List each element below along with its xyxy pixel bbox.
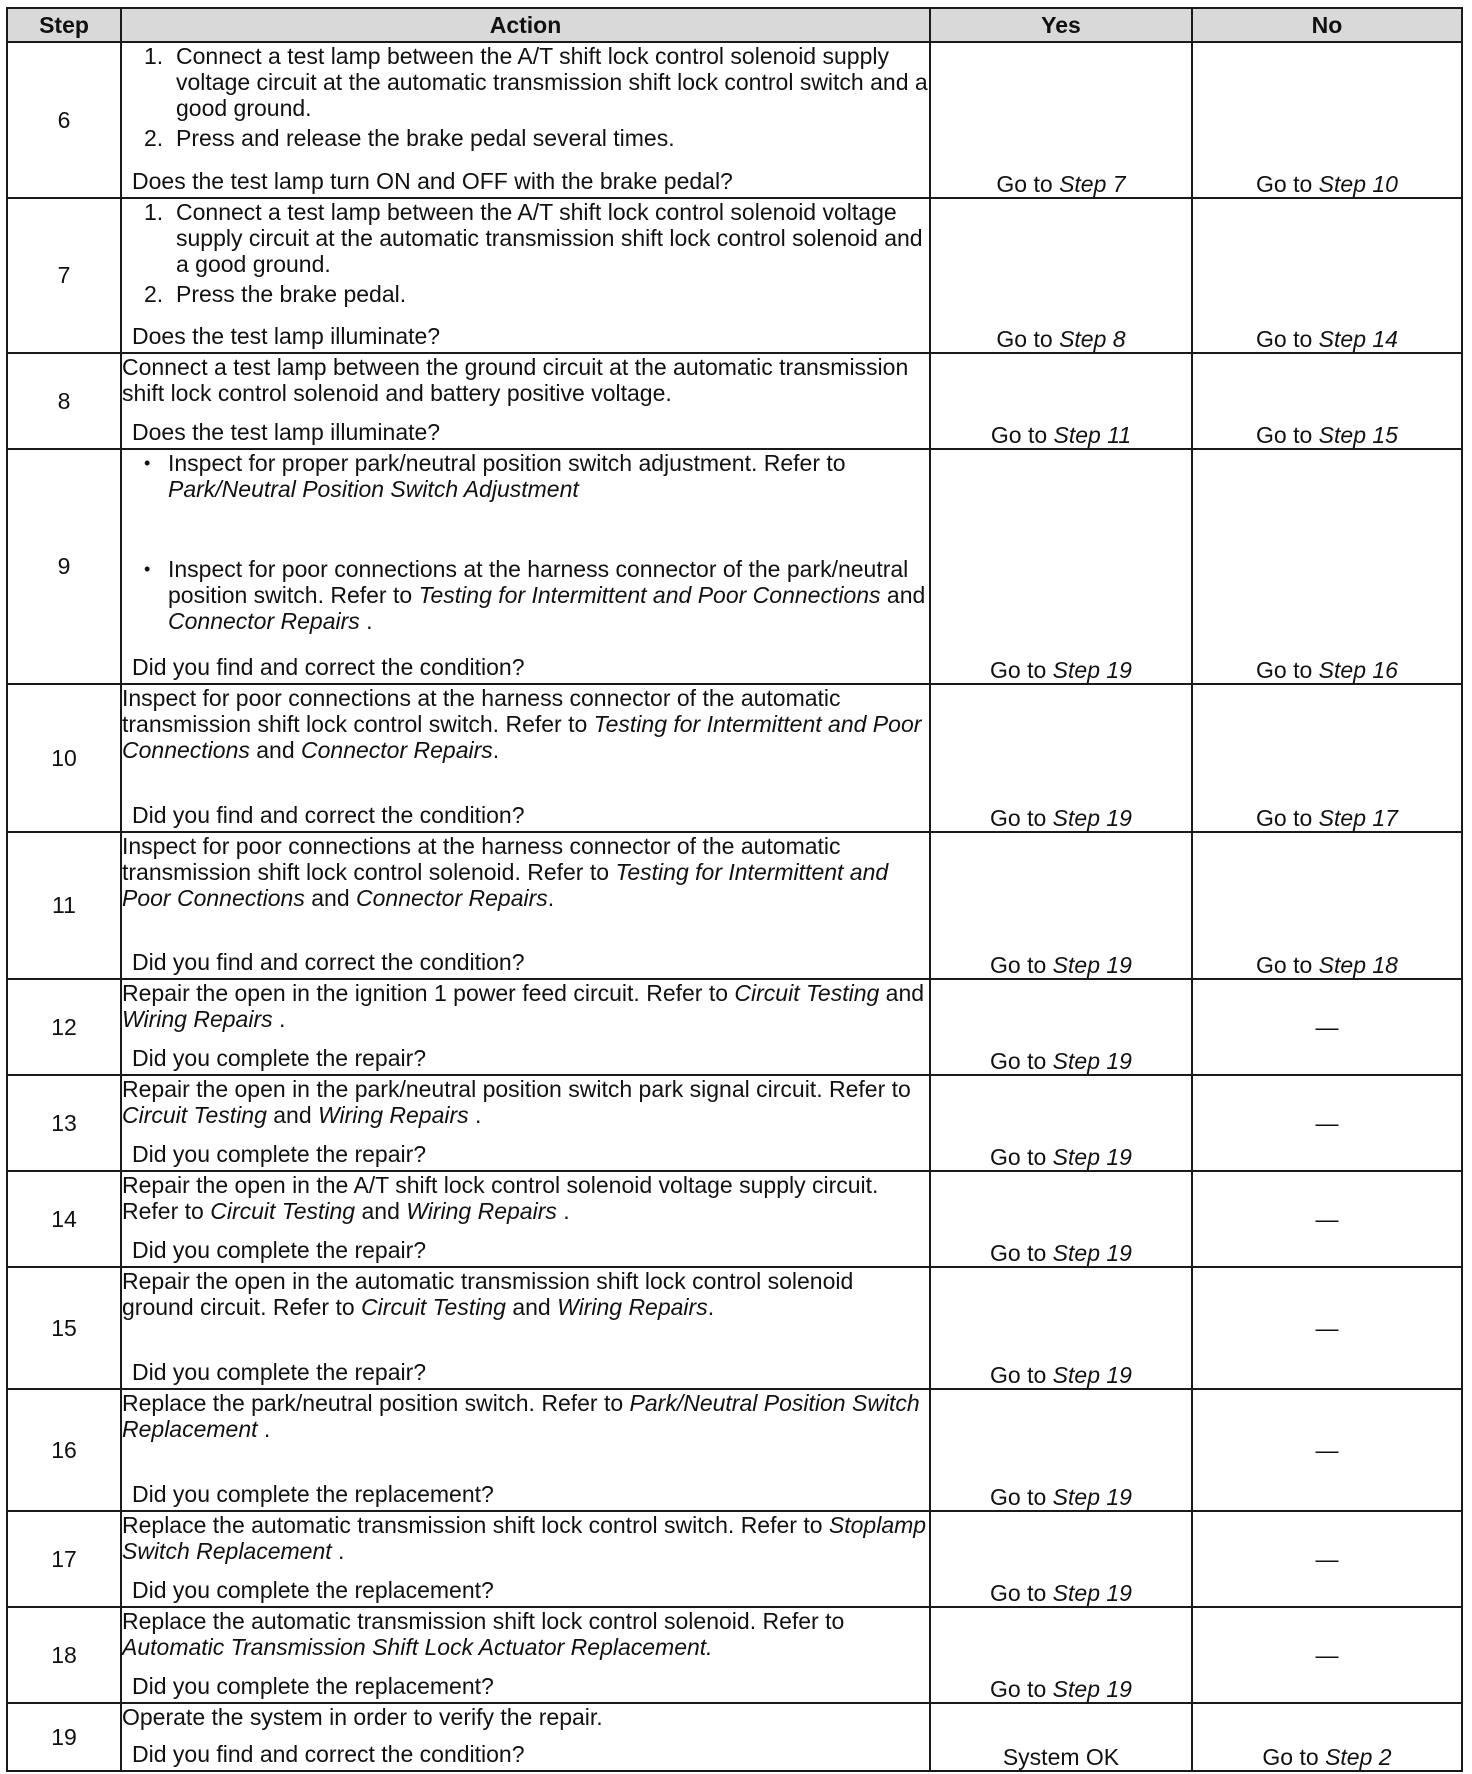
reference-text: Park/Neutral Position Switch Replacement [122,1390,920,1442]
no-column-header: No [1192,8,1462,42]
go-to-text: Go to [1256,805,1319,831]
action-text: Inspect for poor connections at the harness connector of the automatic transmission shift lock control solenoid. Refer to [122,833,841,885]
question-text: Did you complete the repair? [132,1045,427,1071]
step-number: 11 [7,832,121,979]
step-number: 13 [7,1075,121,1171]
action-text: . [331,1538,345,1564]
instruction-paragraph [122,1608,929,1660]
go-to-text: Go to [990,1048,1053,1074]
question-text: Did you complete the replacement? [132,1577,494,1603]
action-cell [121,449,930,684]
action-text: and [304,885,356,911]
action-text: Operate the system in order to verify the repair. [122,1704,603,1730]
step-link: Step 7 [1059,171,1126,197]
reference-text: Circuit Testing [210,1198,356,1224]
reference-text: Circuit Testing [361,1294,506,1320]
table-body [7,42,1462,1771]
instruction-paragraph [122,980,929,1032]
step-link: Step 18 [1318,952,1398,978]
yes-result [930,832,1192,979]
step-number: 14 [7,1171,121,1267]
bullet-instruction [122,450,929,502]
action-cell [121,1267,930,1389]
action-text: Replace the automatic transmission shift lock control switch. Refer to [122,1512,829,1538]
action-text: . [707,1294,715,1320]
reference-text: Park/Neutral Position Switch Adjustment [168,476,579,502]
no-result [1192,979,1462,1075]
action-text: . [272,1006,286,1032]
question-text: Did you complete the replacement? [132,1673,494,1699]
go-to-text: Go to [990,1484,1053,1510]
no-result [1192,1703,1462,1771]
reference-text: Circuit Testing [122,1102,267,1128]
instruction-text [176,281,929,307]
table-row [7,42,1462,198]
table-row [7,1607,1462,1703]
step-link: Step 19 [1052,1484,1132,1510]
step-number: 19 [7,1703,121,1771]
action-text: Repair the open in the A/T shift lock control solenoid voltage supply circuit. Refer to [122,1172,879,1224]
no-result [1192,198,1462,353]
list-number: 1. [144,199,164,225]
table-row [7,1267,1462,1389]
question-text: Did you complete the replacement? [132,1481,494,1507]
instruction-text [176,43,929,121]
step-link: Step 19 [1052,952,1132,978]
step-link: Step 19 [1052,1676,1132,1702]
question-text: Did you find and correct the condition? [132,654,525,680]
go-to-text: Go to [1256,657,1319,683]
table-row [7,1703,1462,1771]
instruction-text [176,125,929,151]
question-text: Did you complete the repair? [132,1359,427,1385]
action-cell [121,1171,930,1267]
go-to-text: Go to [990,1362,1053,1388]
action-text: Press the brake pedal. [176,281,407,307]
step-link: Step 10 [1318,171,1398,197]
step-link: Step 14 [1318,326,1398,352]
instruction-paragraph [122,1172,929,1224]
no-result [1192,353,1462,449]
action-text: Connect a test lamp between the ground circuit at the automatic transmission shift lock control solenoid and battery positive voltage. [122,354,909,406]
no-result [1192,684,1462,832]
go-to-text: Go to [990,1240,1053,1266]
step-number: 6 [7,42,121,198]
not-applicable-dash: — [1315,1437,1339,1463]
yes-column-header: Yes [930,8,1192,42]
bullet-icon: • [144,453,151,473]
not-applicable-dash: — [1315,1315,1339,1341]
step-link: Step 19 [1052,1144,1132,1170]
go-to-text: Go to [996,326,1060,352]
reference-text: Wiring Repairs [557,1294,708,1320]
yes-result [930,353,1192,449]
table-row [7,449,1462,684]
action-cell [121,42,930,198]
reference-text: Wiring Repairs [406,1198,557,1224]
no-result [1192,42,1462,198]
table-row [7,1075,1462,1171]
step-link: Step 19 [1052,1580,1132,1606]
step-link: Step 19 [1052,657,1132,683]
question-text: Does the test lamp turn ON and OFF with the brake pedal? [132,168,733,194]
yes-result [930,1607,1192,1703]
yes-result [930,1171,1192,1267]
yes-result [930,449,1192,684]
numbered-instruction [122,281,929,307]
step-number: 16 [7,1389,121,1511]
no-result [1192,1389,1462,1511]
instruction-paragraph [122,1076,929,1128]
table-row [7,198,1462,353]
step-link: Step 15 [1318,422,1398,448]
go-to-text: Go to [1256,326,1319,352]
instruction-text [168,556,929,634]
reference-text: Stoplamp Switch Replacement [122,1512,927,1564]
instruction-paragraph [122,1390,929,1442]
table-row [7,1389,1462,1511]
action-text: Replace the park/neutral position switch. Refer to [122,1390,630,1416]
go-to-text: Go to [1256,952,1319,978]
step-link: Step 19 [1052,1048,1132,1074]
action-cell [121,832,930,979]
yes-result [930,198,1192,353]
action-text: . [556,1198,570,1224]
action-text: Repair the open in the ignition 1 power feed circuit. Refer to [122,980,735,1006]
action-cell [121,1511,930,1607]
question-text: Does the test lamp illuminate? [132,323,441,349]
yes-result [930,1703,1192,1771]
action-cell [121,1075,930,1171]
table-row [7,1511,1462,1607]
table-row [7,832,1462,979]
go-to-text: Go to [990,657,1053,683]
action-cell [121,684,930,832]
step-number: 8 [7,353,121,449]
yes-result [930,979,1192,1075]
action-text: Inspect for proper park/neutral position switch adjustment. Refer to [168,450,846,476]
action-text: and [505,1294,558,1320]
action-cell [121,353,930,449]
yes-result [930,684,1192,832]
reference-text: Wiring Repairs [318,1102,469,1128]
no-result [1192,449,1462,684]
not-applicable-dash: — [1315,1546,1339,1572]
header-row [7,8,1462,42]
question-text: Did you find and correct the condition? [132,1741,525,1767]
table-row [7,1171,1462,1267]
step-number: 12 [7,979,121,1075]
step-link: Step 11 [1053,422,1132,448]
action-text: Connect a test lamp between the A/T shift lock control solenoid voltage supply circuit at the automatic transmission shift lock control solenoid and a good ground. [176,199,923,277]
action-text: and [266,1102,319,1128]
no-result [1192,1511,1462,1607]
action-text: . [359,608,373,634]
action-text: Press and release the brake pedal several times. [176,125,675,151]
not-applicable-dash: — [1315,1642,1339,1668]
action-text: . [547,885,555,911]
question-text: Did you complete the repair? [132,1141,427,1167]
action-text: Connect a test lamp between the A/T shift lock control solenoid supply voltage circuit at the automatic transmission shift lock control switch and a good ground. [176,43,928,121]
instruction-text [168,450,929,502]
list-number: 2. [144,281,164,307]
action-text: and [249,737,302,763]
step-link: Step 16 [1318,657,1398,683]
step-link: Step 17 [1318,805,1398,831]
step-link: Step 19 [1052,1240,1132,1266]
action-cell [121,1703,930,1771]
action-text: . [492,737,500,763]
go-to-text: Go to [990,1676,1053,1702]
go-to-text: Go to [990,1580,1053,1606]
table-row [7,353,1462,449]
reference-text: Testing for Intermittent and Poor Connections [122,711,922,763]
yes-result [930,1075,1192,1171]
question-text: Did you find and correct the condition? [132,802,525,828]
yes-result [930,1511,1192,1607]
step-number: 18 [7,1607,121,1703]
action-text: Replace the automatic transmission shift lock control solenoid. Refer to [122,1608,845,1634]
go-to-text: Go to [990,805,1053,831]
instruction-text [176,199,929,277]
action-cell [121,198,930,353]
question-text: Did you find and correct the condition? [132,949,525,975]
yes-result [930,42,1192,198]
no-result [1192,1171,1462,1267]
action-text: Repair the open in the park/neutral position switch park signal circuit. Refer to [122,1076,911,1102]
go-to-text: Go to [1262,1744,1326,1770]
instruction-paragraph [122,1704,929,1730]
no-result [1192,1607,1462,1703]
instruction-paragraph [122,833,929,911]
list-number: 1. [144,43,164,69]
no-result [1192,832,1462,979]
instruction-paragraph [122,1512,929,1564]
reference-text: Automatic Transmission Shift Lock Actuator Replacement. [122,1634,713,1660]
bullet-icon: • [144,559,151,579]
step-number: 10 [7,684,121,832]
reference-text: Circuit Testing [734,980,880,1006]
action-text: Inspect for poor connections at the harness connector of the automatic transmission shift lock control switch. Refer to [122,685,841,737]
result-text: System OK [1002,1744,1120,1770]
instruction-paragraph [122,685,929,763]
step-link: Step 19 [1052,1362,1132,1388]
go-to-text: Go to [1256,422,1319,448]
question-text: Does the test lamp illuminate? [132,419,441,445]
action-cell [121,1607,930,1703]
action-cell [121,1389,930,1511]
step-number: 9 [7,449,121,684]
action-cell [121,979,930,1075]
step-number: 7 [7,198,121,353]
numbered-instruction [122,125,929,151]
go-to-text: Go to [990,1144,1053,1170]
not-applicable-dash: — [1315,1206,1339,1232]
step-number: 15 [7,1267,121,1389]
action-text: and [355,1198,407,1224]
instruction-paragraph [122,354,929,406]
step-column-header: Step [7,8,121,42]
reference-text: Testing for Intermittent and Poor Connections [122,859,889,911]
go-to-text: Go to [996,171,1060,197]
no-result [1192,1075,1462,1171]
list-number: 2. [144,125,164,151]
action-text: Repair the open in the automatic transmission shift lock control solenoid ground circuit. Refer to [122,1268,854,1320]
step-link: Step 8 [1059,326,1126,352]
table-row [7,684,1462,832]
action-text: and [880,582,926,608]
instruction-paragraph [122,1268,929,1320]
numbered-instruction [122,43,929,121]
action-text: and [879,980,925,1006]
table-row [7,979,1462,1075]
go-to-text: Go to [990,422,1054,448]
bullet-instruction [122,556,929,634]
step-link: Step 2 [1325,1744,1392,1770]
reference-text: Wiring Repairs [122,1006,273,1032]
step-link: Step 19 [1052,805,1132,831]
action-text: . [468,1102,482,1128]
action-column-header: Action [121,8,930,42]
reference-text: Connector Repairs [356,885,548,911]
go-to-text: Go to [1256,171,1319,197]
no-result [1192,1267,1462,1389]
go-to-text: Go to [990,952,1053,978]
yes-result [930,1267,1192,1389]
step-number: 17 [7,1511,121,1607]
yes-result [930,1389,1192,1511]
question-text: Did you complete the repair? [132,1237,427,1263]
numbered-instruction [122,199,929,277]
reference-text: Connector Repairs [301,737,493,763]
not-applicable-dash: — [1315,1014,1339,1040]
not-applicable-dash: — [1315,1110,1339,1136]
action-text: Inspect for poor connections at the harness connector of the park/neutral position switch. Refer to [168,556,909,608]
reference-text: Testing for Intermittent and Poor Connections [418,582,881,608]
reference-text: Connector Repairs [168,608,360,634]
action-text: . [257,1416,271,1442]
diagnostic-table [6,7,1463,1772]
